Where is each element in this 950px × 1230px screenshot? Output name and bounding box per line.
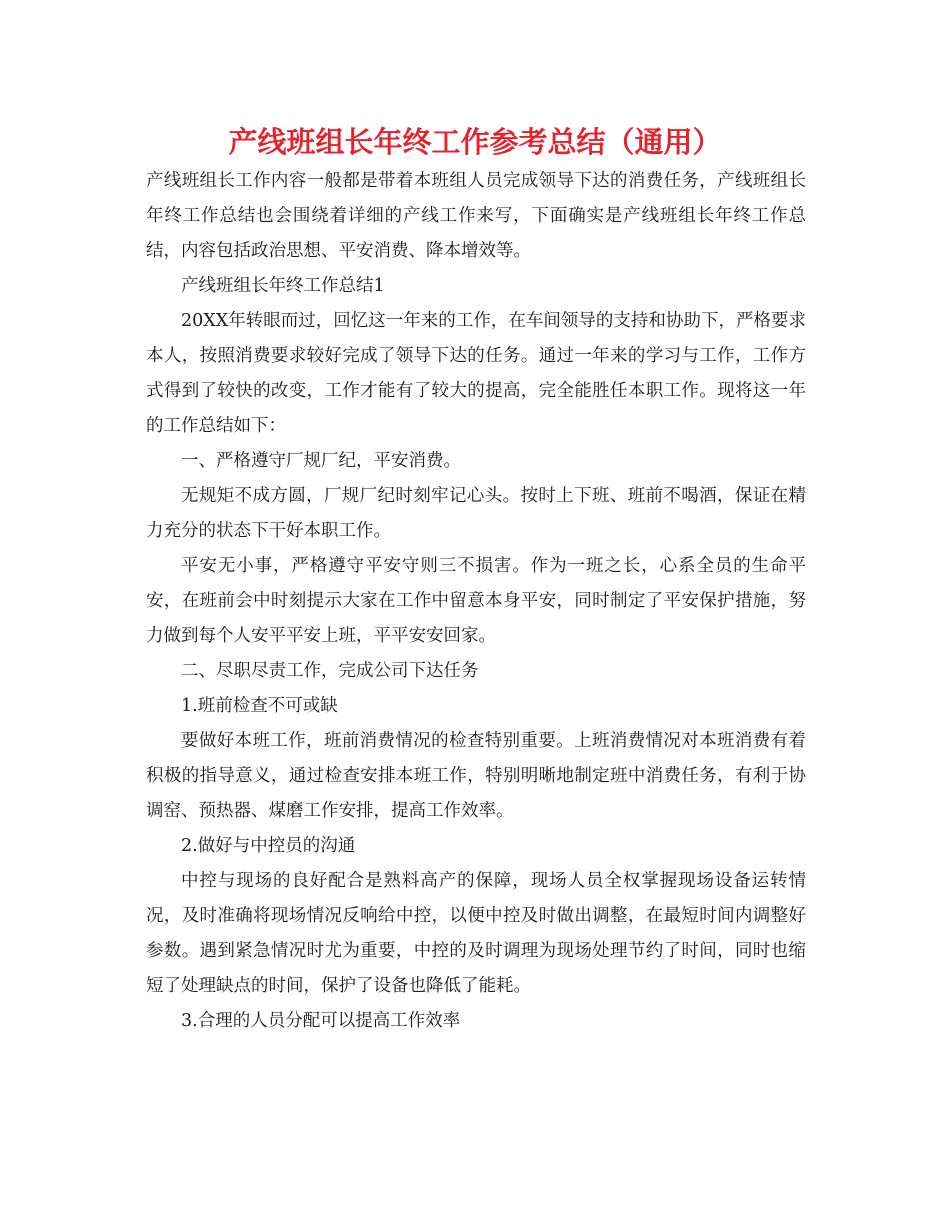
body-paragraph: 要做好本班工作，班前消费情况的检查特别重要。上班消费情况对本班消费有着积极的指导意义，通过检查安排本班工作，特别明晰地制定班中消费任务，有利于协调窑、预热器、煤磨工作安排，提高工作效率。: [146, 731, 806, 821]
document-body: [146, 164, 806, 1039]
body-paragraph: 产线班组长年终工作总结1: [181, 276, 385, 296]
body-paragraph: 中控与现场的良好配合是熟料高产的保障，现场人员全权掌握现场设备运转情况，及时准确将现场情况反响给中控，以便中控及时做出调整，在最短时间内调整好参数。遇到紧急情况时尤为重要，中控的及时调理为现场处理节约了时间，同时也缩短了处理缺点的时间，保护了设备也降低了能耗。: [146, 871, 806, 996]
body-paragraph: 3.合理的人员分配可以提高工作效率: [181, 1011, 461, 1031]
body-paragraph: 一、严格遵守厂规厂纪，平安消费。: [181, 451, 461, 471]
body-paragraph: 平安无小事，严格遵守平安守则三不损害。作为一班之长，心系全员的生命平安，在班前会中时刻提示大家在工作中留意本身平安，同时制定了平安保护措施，努力做到每个人安平平安上班，平平安安回家。: [146, 556, 806, 646]
body-paragraph: 二、尽职尽责工作，完成公司下达任务: [181, 661, 479, 681]
document-title: 产线班组长年终工作参考总结（通用）: [228, 125, 722, 159]
body-paragraph: 1.班前检查不可或缺: [181, 696, 338, 716]
body-paragraph: 2.做好与中控员的沟通: [181, 836, 356, 856]
body-paragraph: 产线班组长工作内容一般都是带着本班组人员完成领导下达的消费任务，产线班组长年终工作总结也会围绕着详细的产线工作来写，下面确实是产线班组长年终工作总结，内容包括政治思想、平安消费、降本增效等。: [146, 171, 806, 261]
body-paragraph: 20XX年转眼而过，回忆这一年来的工作，在车间领导的支持和协助下，严格要求本人，按照消费要求较好完成了领导下达的任务。通过一年来的学习与工作，工作方式得到了较快的改变，工作才能有了较大的提高，完全能胜任本职工作。现将这一年的工作总结如下：: [146, 311, 806, 436]
body-paragraph: 无规矩不成方圆，厂规厂纪时刻牢记心头。按时上下班、班前不喝酒，保证在精力充分的状态下干好本职工作。: [146, 486, 806, 541]
